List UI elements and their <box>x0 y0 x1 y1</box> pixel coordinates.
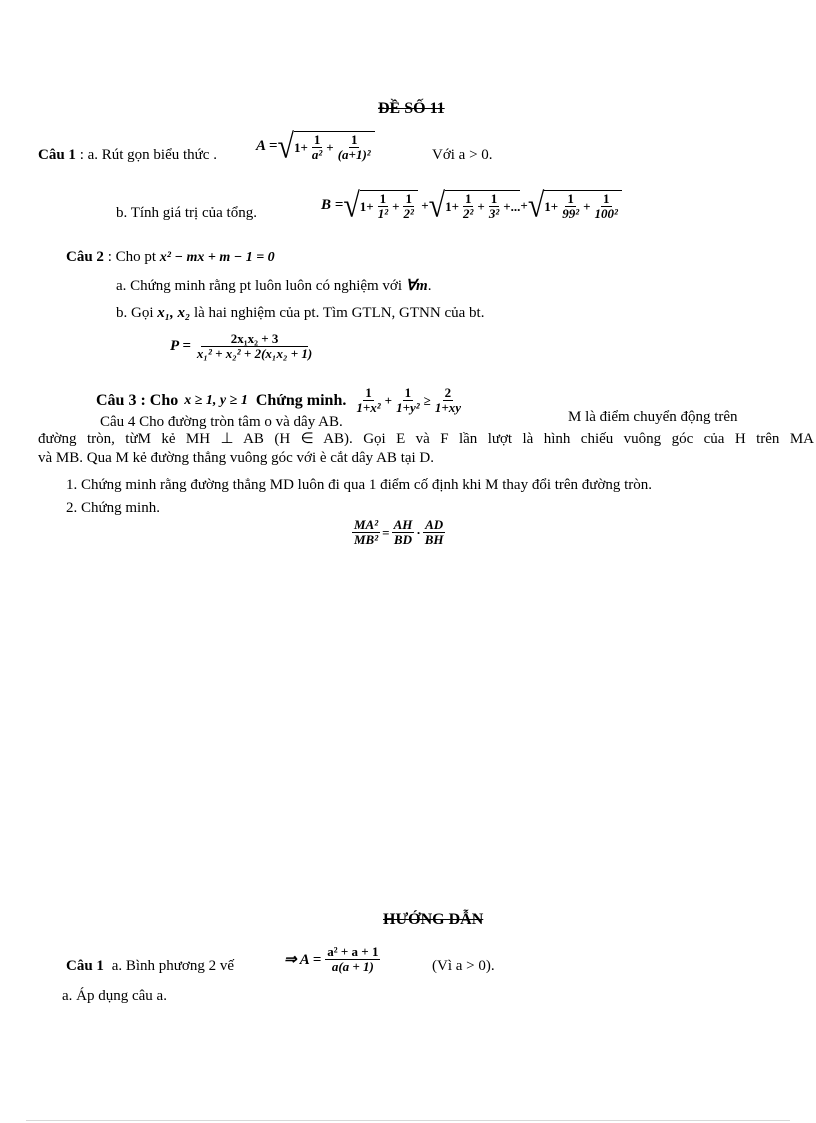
question-2-text: : Cho pt <box>107 249 157 265</box>
inequality: $\frac{1}{\text{1+x²}}$ + $\frac{1}{\text{1+y²}}$ ≥ $\frac{2}{1+xy}$ <box>356 385 461 415</box>
question-3 <box>96 386 465 415</box>
formula-p-numerator: 2x₁x₂ + 3 <box>201 332 309 347</box>
question-4-item-1: 1. Chứng minh rằng đường thẳng MD luôn đi qua 1 điểm cố định khi M thay đổi trên đường tròn. <box>66 477 653 493</box>
question-2-label: Câu 2 <box>66 249 104 265</box>
guide-question-1-condition: (Vì a > 0). <box>432 958 495 974</box>
formula-p-denominator: x₁² + x₂² + 2(x₁x₂ + 1) <box>196 346 313 361</box>
question-4-line-2: đường tròn, từM kẻ MH ⊥ AB (H ∈ AB). Gọi E và F lần lượt là hình chiếu vuông góc của H trên MA <box>38 431 814 447</box>
question-1-a-text: : a. Rút gọn biểu thức . <box>79 147 217 163</box>
guide-formula <box>284 945 382 974</box>
question-2-b-vars: x₁, x₂ <box>157 305 191 321</box>
guide-question-1-label: Câu 1 <box>66 958 104 974</box>
guide-title: HƯỚNG DẪN <box>383 911 484 928</box>
question-2-b-pre: b. Gọi <box>116 305 154 321</box>
question-2-b-post: là hai nghiệm của pt. Tìm GTLN, GTNN của bt. <box>193 305 485 321</box>
question-2-equation: x² − mx + m − 1 = 0 <box>159 250 275 265</box>
question-2-part-a: a. Chứng minh rằng pt luôn luôn có nghiệm với ∀m. <box>116 278 432 294</box>
page-title: ĐỀ SỐ 11 <box>378 100 445 117</box>
formula-a <box>256 126 375 165</box>
question-4-line-1-right: M là điểm chuyển động trên <box>568 409 738 425</box>
formula-b: B = √ 1+ $\frac{1}{\text{1²}}$ + $\frac{1}{\text{2²}}$ + √ 1+ $\frac{1}{\text{2²}}$ + $\frac{1}{\text{3²}}$ +... + √ 1+ $\frac{1}{\text{99²}}$ + $\frac{1}{\text{100²}}$ <box>321 190 622 221</box>
guide-formula-numerator: a² + a + 1 <box>327 944 379 959</box>
formula-p <box>170 332 316 361</box>
formula-p-lhs: P = <box>170 338 191 354</box>
question-3-condition: x ≥ 1, y ≥ 1 <box>184 392 248 408</box>
question-4-line-3: và MB. Qua M kẻ đường thẳng vuông góc với è cắt dây AB tại D. <box>38 450 435 466</box>
guide-part-a: a. Áp dụng câu a. <box>62 988 167 1004</box>
guide-question-1-text: a. Bình phương 2 vế <box>111 958 234 974</box>
formula-a-sqrt: √ 1+ $\frac{1}{\text{a²}}$ + $\frac{1}{\text{(a+1)²}}$ <box>277 131 374 162</box>
question-2-part-b <box>116 305 484 322</box>
question-1-a-condition: Với a > 0. <box>432 147 493 163</box>
question-2-a-text: a. Chứng minh rằng pt luôn luôn có nghiệm với <box>116 278 403 294</box>
question-3-prove: Chứng minh. <box>255 391 347 409</box>
question-2 <box>66 249 275 266</box>
question-1-b-text: b. Tính giá trị của tổng. <box>116 205 257 221</box>
page-bottom-divider <box>26 1120 790 1121</box>
guide-formula-denominator: a(a + 1) <box>331 959 374 974</box>
formula-ratio: $\frac{\text{MA²}}{\text{MB²}}$ = $\frac{AH}{BD}$ · $\frac{AD}{BH}$ <box>354 517 444 547</box>
formula-b-lhs: B = <box>321 197 344 213</box>
question-1-part-a <box>38 147 217 164</box>
formula-a-lhs: A = <box>256 138 278 154</box>
question-4-item-2: 2. Chứng minh. <box>66 500 160 516</box>
guide-formula-lhs: ⇒ A = <box>284 952 322 968</box>
question-1-label: Câu 1 <box>38 147 76 163</box>
question-3-label: Câu 3 : Cho <box>96 391 179 409</box>
question-4-line-1: Câu 4 Cho đường tròn tâm o và dây AB. <box>100 414 343 430</box>
guide-question-1 <box>66 958 234 975</box>
forall-m: ∀m <box>405 278 428 294</box>
